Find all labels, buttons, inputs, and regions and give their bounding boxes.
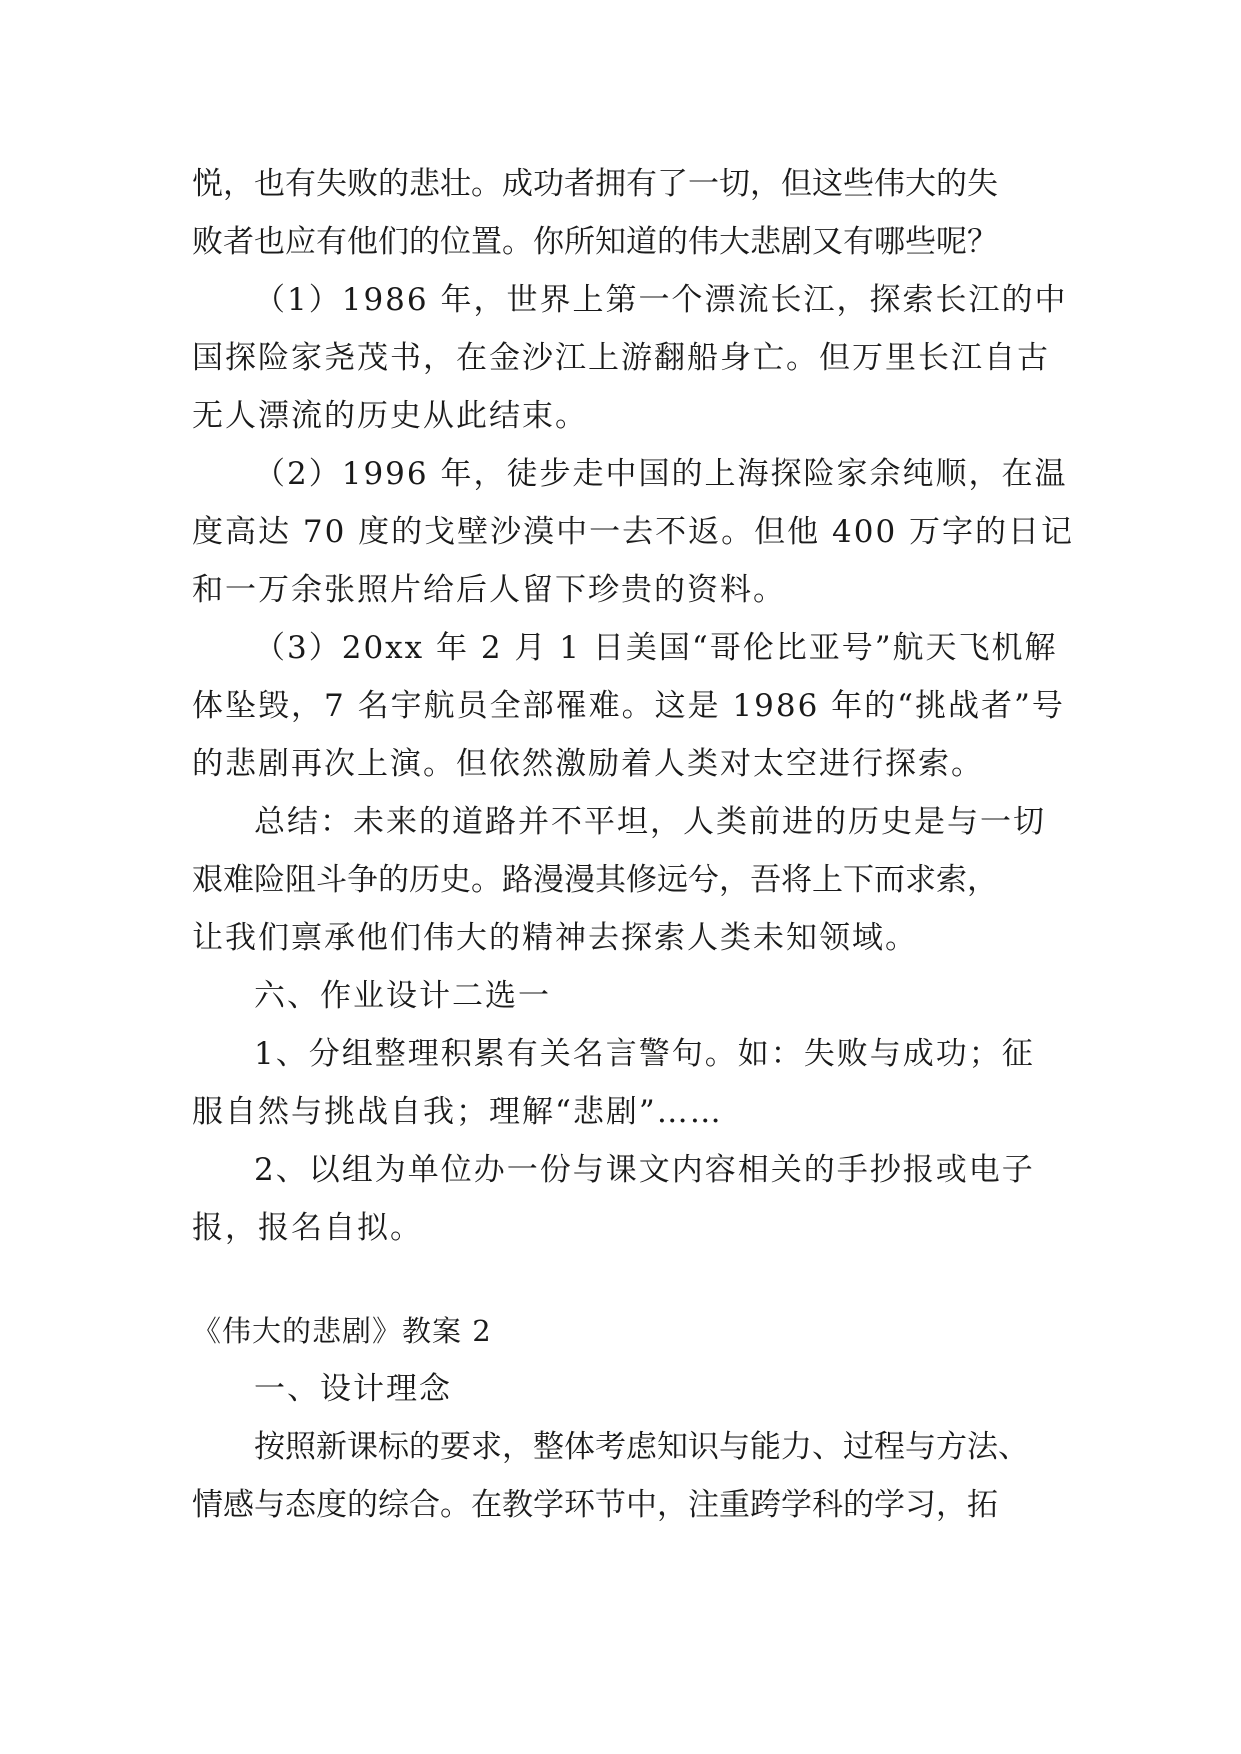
body-text-line: 悦，也有失败的悲壮。成功者拥有了一切，但这些伟大的失: [192, 166, 998, 202]
body-text-line: 让我们禀承他们伟大的精神去探索人类未知领域。: [192, 920, 918, 956]
body-text-line: 服自然与挑战自我；理解“悲剧”……: [192, 1094, 723, 1130]
document-section-title: 《伟大的悲剧》教案 2: [192, 1314, 492, 1348]
body-text-line: 2、以组为单位办一份与课文内容相关的手抄报或电子: [254, 1152, 1035, 1188]
body-text-line: （3）20xx 年 2 月 1 日美国“哥伦比亚号”航天飞机解: [254, 630, 1058, 666]
body-text-line: 按照新课标的要求，整体考虑知识与能力、过程与方法、: [254, 1429, 1029, 1465]
body-text-line: 和一万余张照片给后人留下珍贵的资料。: [192, 572, 786, 608]
body-text-line: 1、分组整理积累有关名言警句。如：失败与成功；征: [254, 1036, 1035, 1072]
section-heading: 一、设计理念: [254, 1371, 452, 1407]
body-text-line: 报，报名自拟。: [192, 1210, 423, 1246]
body-text-line: （2）1996 年，徒步走中国的上海探险家余纯顺，在温: [254, 456, 1068, 492]
body-text-line: 总结：未来的道路并不平坦，人类前进的历史是与一切: [254, 804, 1046, 840]
body-text-line: （1）1986 年，世界上第一个漂流长江，探索长江的中: [254, 282, 1068, 318]
body-text-line: 国探险家尧茂书，在金沙江上游翻船身亡。但万里长江自古: [192, 340, 1050, 376]
body-text-line: 艰难险阻斗争的历史。路漫漫其修远兮，吾将上下而求索，: [192, 862, 998, 898]
section-heading: 六、作业设计二选一: [254, 978, 551, 1014]
body-text-line: 度高达 70 度的戈壁沙漠中一去不返。但他 400 万字的日记: [192, 514, 1075, 550]
body-text-line: 体坠毁，7 名宇航员全部罹难。这是 1986 年的“挑战者”号: [192, 688, 1065, 724]
body-text-line: 情感与态度的综合。在教学环节中，注重跨学科的学习，拓: [192, 1487, 998, 1523]
body-text-line: 败者也应有他们的位置。你所知道的伟大悲剧又有哪些呢？: [192, 224, 998, 260]
body-text-line: 无人漂流的历史从此结束。: [192, 398, 588, 434]
body-text-line: 的悲剧再次上演。但依然激励着人类对太空进行探索。: [192, 746, 984, 782]
